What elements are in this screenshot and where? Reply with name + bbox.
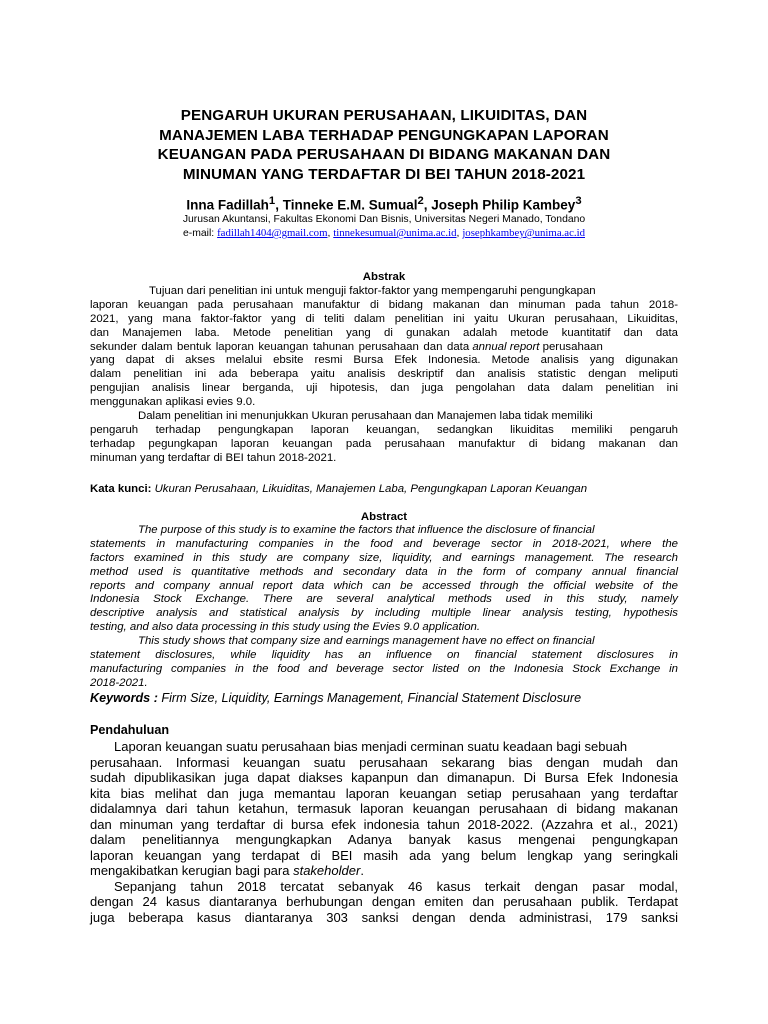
email-line <box>90 227 678 240</box>
text-line: Tujuan dari penelitian ini untuk menguji faktor-faktor yang mempengaruhi pengungkapan <box>149 285 596 297</box>
abstrak-heading: Abstrak <box>362 271 406 283</box>
keywords-text: Firm Size, Liquidity, Earnings Management, Financial Statement Disclosure <box>161 691 582 705</box>
pendahuluan-body <box>90 739 678 926</box>
text-line: terhadap pegungkapan laporan keuangan pada perusahaan manufaktur di bidang makanan dan <box>90 437 678 450</box>
text-line: laporan keuangan yang terdapat di BEI masih ada yang belum lengkap yang seringkali <box>90 847 678 863</box>
title-line: MINUMAN YANG TERDAFTAR DI BEI TAHUN 2018-2021 <box>182 165 586 183</box>
text-segment: . <box>360 863 364 879</box>
text-line: dalam penelitian ini ada beberapa yaitu analisis deskriptif dan analisis statistic dengan meliputi <box>90 368 678 381</box>
text-line: kita bias melihat dan juga memantau laporan keuangan setiap perusahaan yang terdaftar <box>90 785 678 801</box>
abstract-body <box>90 524 678 691</box>
text-segment: perusahaan <box>539 340 603 353</box>
text-line: statements in manufacturing companies in the food and beverage sector in 2018-2021, where the <box>90 537 678 550</box>
text-line: sudah dipublikasikan juga dapat diakses kapanpun dan dimanapun. Di Bursa Efek Indonesia <box>90 770 678 786</box>
text-line: descriptive analysis and statistical analysis by including multiple linear analysis testing, hypothesis <box>90 607 678 620</box>
author-name: Tinneke E.M. Sumual <box>282 197 418 213</box>
author-name: Joseph Philip Kambey <box>431 197 576 213</box>
kata-kunci-label: Kata kunci: <box>90 483 155 495</box>
separator: , <box>456 228 463 239</box>
text-line: pengaruh terhadap pengungkapan laporan keuangan, sedangkan likuiditas memiliki pengaruh <box>90 423 678 436</box>
text-line: dalam penelitiannya mengungkapkan Adanya banyak kasus mengenai pengungkapan <box>90 832 678 848</box>
text-line: manufacturing companies in the food and beverage sector listed on the Indonesia Stock Exchange in <box>90 662 678 675</box>
text-line: testing, and also data processing in this study using the Evies 9.0 application. <box>90 621 481 634</box>
text-line: Sepanjang tahun 2018 tercatat sebanyak 46 kasus terkait dengan pasar modal, <box>114 878 678 894</box>
separator: , <box>327 228 334 239</box>
text-line: The purpose of this study is to examine the factors that influence the disclosure of financial <box>138 524 595 536</box>
author-affil-number: 1 <box>268 195 276 207</box>
text-line <box>90 863 678 879</box>
section-heading-pendahuluan: Pendahuluan <box>90 723 170 737</box>
italic-word: stakeholder <box>293 863 361 879</box>
text-line: reports and company annual report data which can be accessed through the official website of the <box>90 579 678 592</box>
text-line: factors examined in this study are company size, liquidity, and earnings management. The research <box>90 551 678 564</box>
text-line: menggunakan aplikasi evies 9.0. <box>90 396 256 409</box>
text-line: 2021, yang mana faktor-faktor yang di teliti dalam penelitian ini yaitu Ukuran perusahaan, Likuiditas, <box>90 312 678 325</box>
email-label: e-mail: <box>183 228 218 239</box>
text-line: yang dapat di akses melalui ebsite resmi Bursa Efek Indonesia. Metode analisis yang digunakan <box>90 354 678 367</box>
text-line: Dalam penelitian ini menunjukkan Ukuran perusahaan dan Manajemen laba tidak memiliki <box>138 410 593 423</box>
author-name: Inna Fadillah <box>186 197 269 213</box>
email-link[interactable]: fadillah1404@gmail.com <box>217 227 328 239</box>
text-line: dan Manajemen laba. Metode penelitian yang di gunakan adalah metode kuantitatif dan data <box>90 326 678 339</box>
separator: , <box>275 197 283 213</box>
text-line: This study shows that company size and earnings management have no effect on financial <box>138 635 595 648</box>
text-segment: sekunder dalam bentuk laporan keuangan tahunan perusahaan dan data <box>90 340 470 353</box>
italic-phrase: annual report <box>472 340 540 353</box>
kata-kunci <box>90 482 678 496</box>
text-line: Laporan keuangan suatu perusahaan bias menjadi cerminan suatu keadaan bagi sebuah <box>114 739 628 754</box>
abstrak-body <box>90 285 678 466</box>
text-line: method used is quantitative methods and secondary data in the form of company annual financial <box>90 565 678 578</box>
text-line: minuman yang terdaftar di BEI tahun 2018-2021. <box>90 451 337 464</box>
text-line: juga beberapa kasus diantaranya 303 sanksi dengan denda administrasi, 179 sanksi <box>90 910 678 926</box>
title-line: MANAJEMEN LABA TERHADAP PENGUNGKAPAN LAPORAN <box>159 126 609 144</box>
keywords-label: Keywords : <box>90 691 162 705</box>
title-line: PENGARUH UKURAN PERUSAHAAN, LIKUIDITAS, DAN <box>180 107 588 124</box>
email-link[interactable]: josephkambey@unima.ac.id <box>462 227 585 239</box>
author-affil-number: 2 <box>417 195 424 207</box>
title-line: KEUANGAN PADA PERUSAHAAN DI BIDANG MAKANAN DAN <box>157 146 611 163</box>
text-line: dengan 24 kasus diantaranya berhubungan dengan emiten dan perusahaan publik. Terdapat <box>90 894 678 910</box>
paper-title <box>90 106 678 184</box>
email-link[interactable]: tinnekesumual@unima.ac.id <box>333 227 457 239</box>
text-line: pengujian analisis linear berganda, uji hipotesis, dan juga pengolahan data dalam penelitian ini <box>90 382 678 395</box>
text-line: perusahaan. Informasi keuangan suatu perusahaan sekarang bias dengan mudah dan <box>90 754 678 770</box>
text-line: statement disclosures, while liquidity has an influence on financial statement disclosures in <box>90 649 678 662</box>
affiliation: Jurusan Akuntansi, Fakultas Ekonomi Dan Bisnis, Universitas Negeri Manado, Tondano <box>182 214 586 225</box>
text-line: laporan keuangan pada perusahaan manufaktur di bidang makanan dan minuman pada tahun 2018- <box>90 298 678 311</box>
text-line: didalamnya dari tahun ketahun, termasuk laporan keuangan perusahaan di bidang makanan <box>90 801 678 817</box>
abstract-heading: Abstract <box>360 511 408 523</box>
text-line: Indonesia Stock Exchange. There are several analytical methods used in this study, namely <box>90 593 678 606</box>
kata-kunci-text: Ukuran Perusahaan, Likuiditas, Manajemen Laba, Pengungkapan Laporan Keuangan <box>154 483 588 495</box>
author-affil-number: 3 <box>575 195 582 207</box>
text-line: 2018-2021. <box>90 676 148 689</box>
keywords <box>90 691 678 705</box>
author-list <box>90 193 678 214</box>
text-segment: mengakibatkan kerugian bagi para <box>90 863 294 879</box>
text-line <box>90 341 678 355</box>
text-line: dan minuman yang terdaftar di bursa efek indonesia tahun 2018-2022. (Azzahra et al., 2021) <box>90 816 678 832</box>
separator: , <box>423 197 432 213</box>
